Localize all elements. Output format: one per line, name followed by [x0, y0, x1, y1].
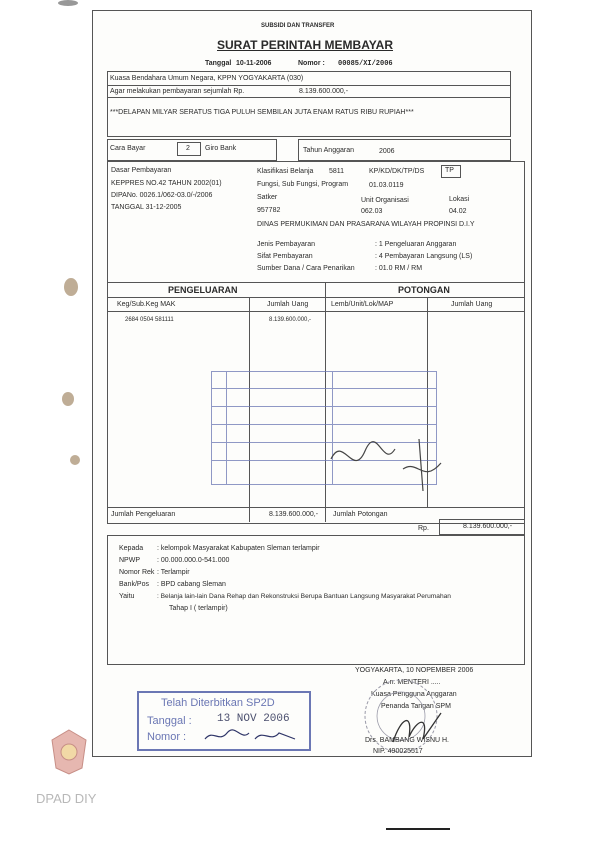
kp-label: KP/KD/DK/TP/DS — [369, 168, 425, 175]
payment-type-value: : 1 Pengeluaran Anggaran — [375, 241, 457, 248]
total-expenditure-label: Jumlah Pengeluaran — [111, 511, 176, 518]
stamp-date-label: Tanggal : — [147, 715, 192, 727]
signatory-line: Kuasa Pengguna Anggaran — [371, 691, 457, 698]
divider — [212, 406, 436, 407]
basis-line: KEPPRES NO.42 TAHUN 2002(01) — [111, 180, 222, 187]
classification-code: 5811 — [329, 168, 345, 175]
watermark: DPAD DIY — [36, 791, 97, 806]
bank-value: : BPD cabang Sleman — [157, 581, 226, 588]
date-label: Tanggal — [205, 60, 232, 67]
purpose-label: Yaitu — [119, 593, 135, 600]
divider — [107, 297, 525, 298]
col-amount-deduction: Jumlah Uang — [451, 301, 493, 308]
payer-amount-label: Agar melakukan pembayaran sejumlah Rp. — [110, 88, 245, 95]
account-value: : Terlampir — [157, 569, 190, 576]
function-value: 01.03.0119 — [369, 182, 404, 189]
divider — [212, 388, 436, 389]
basis-line: DIPANo. 0026.1/062-03.0/-/2006 — [111, 192, 213, 199]
signatory-name: Drs. BAMBANG WISNU H. — [365, 737, 450, 744]
place-date: YOGYAKARTA, 10 NOPEMBER 2006 — [355, 667, 474, 674]
signatory-line: A.n. MENTERI ..... — [383, 679, 441, 686]
deduction-header: POTONGAN — [398, 285, 450, 295]
col-amount: Jumlah Uang — [267, 301, 309, 308]
divider — [107, 311, 525, 312]
payment-nature-value: : 4 Pembayaran Langsung (LS) — [375, 253, 473, 260]
expenditure-header: PENGELUARAN — [168, 285, 238, 295]
stain — [58, 0, 78, 6]
stamp-number-label: Nomor : — [147, 731, 187, 743]
activity-code: 2684 0504 581111 — [125, 317, 174, 323]
method-code: 2 — [186, 145, 190, 152]
date-value: 10-11-2006 — [236, 60, 272, 67]
form-title: SURAT PERINTAH MEMBAYAR — [217, 38, 394, 52]
divider — [107, 85, 511, 86]
location-label: Lokasi — [449, 196, 470, 203]
npwp-value: : 00.000.000.0-541.000 — [157, 557, 230, 564]
account-label: Nomor Rek — [119, 569, 155, 576]
total-deduction-label: Jumlah Potongan — [333, 511, 388, 518]
agency-name: DINAS PERMUKIMAN DAN PRASARANA WILAYAH PROPINSI D.I.Y — [257, 221, 475, 228]
stamp-title: Telah Diterbitkan SP2D — [161, 697, 275, 709]
fund-source-value: : 01.0 RM / RM — [375, 265, 423, 272]
payer-line: Kuasa Bendahara Umum Negara, KPPN YOGYAKARTA (030) — [110, 75, 304, 82]
stamp-date-value: 13 NOV 2006 — [217, 713, 290, 725]
payer-amount: 8.139.600.000,- — [299, 88, 349, 95]
divider — [226, 372, 227, 484]
form-subtitle: SUBSIDI DAN TRANSFER — [261, 23, 335, 29]
purpose-value: : Belanja lain-lain Dana Rehap dan Rekonstruksi Berupa Bantuan Langsung Masyarakat Perumahan — [157, 593, 451, 600]
satker-label: Satker — [257, 194, 278, 201]
number-label: Nomor : — [298, 60, 325, 67]
kp-value: TP — [445, 167, 454, 174]
method-label: Cara Bayar — [110, 145, 146, 152]
spm-form — [92, 10, 532, 757]
rp-label: Rp. — [418, 525, 429, 532]
signatory-nip: NIP. 490025517 — [373, 748, 423, 755]
year-value: 2006 — [379, 148, 395, 155]
divider — [212, 424, 436, 425]
method-name: Giro Bank — [205, 145, 237, 152]
page-mark — [386, 828, 450, 830]
number-value: 00085/XI/2006 — [338, 60, 393, 68]
rp-total-value: 8.139.600.000,- — [463, 523, 513, 530]
location-value: 04.02 — [449, 208, 467, 215]
fund-source-label: Sumber Dana / Cara Penarikan — [257, 265, 355, 272]
signatory-line: Penanda Tangan SPM — [381, 703, 451, 710]
stain — [62, 392, 74, 406]
stain — [64, 278, 78, 296]
classification-label: Klasifikasi Belanja — [257, 168, 314, 175]
org-label: Unit Organisasi — [361, 197, 409, 204]
payment-type-label: Jenis Pembayaran — [257, 241, 315, 248]
payment-nature-label: Sifat Pembayaran — [257, 253, 313, 260]
divider — [107, 507, 525, 508]
year-label: Tahun Anggaran — [303, 147, 354, 154]
activity-amount: 8.139.600.000,- — [269, 317, 312, 323]
handwritten-number — [201, 727, 301, 745]
sp2d-stamp — [137, 691, 311, 751]
purpose-extra: Tahap I ( terlampir) — [169, 605, 228, 612]
handwritten-initials — [323, 429, 453, 499]
stain — [70, 455, 80, 465]
bank-label: Bank/Pos — [119, 581, 149, 588]
amount-in-words: ***DELAPAN MILYAR SERATUS TIGA PULUH SEMBILAN JUTA ENAM RATUS RIBU RUPIAH*** — [110, 109, 414, 116]
total-expenditure-value: 8.139.600.000,- — [269, 511, 319, 518]
function-label: Fungsi, Sub Fungsi, Program — [257, 181, 349, 188]
basis-label: Dasar Pembayaran — [111, 167, 172, 174]
divider — [107, 97, 511, 98]
recipient-value: : kelompok Masyarakat Kabupaten Sleman terlampir — [157, 545, 320, 552]
recipient-label: Kepada — [119, 545, 144, 552]
col-activity: Keg/Sub.Keg MAK — [117, 301, 176, 308]
satker-value: 957782 — [257, 207, 281, 214]
col-unit: Lemb/Unit/Lok/MAP — [331, 301, 394, 308]
dpad-crest-logo — [50, 728, 88, 776]
org-value: 062.03 — [361, 208, 383, 215]
npwp-label: NPWP — [119, 557, 140, 564]
basis-line: TANGGAL 31-12-2005 — [111, 204, 182, 211]
